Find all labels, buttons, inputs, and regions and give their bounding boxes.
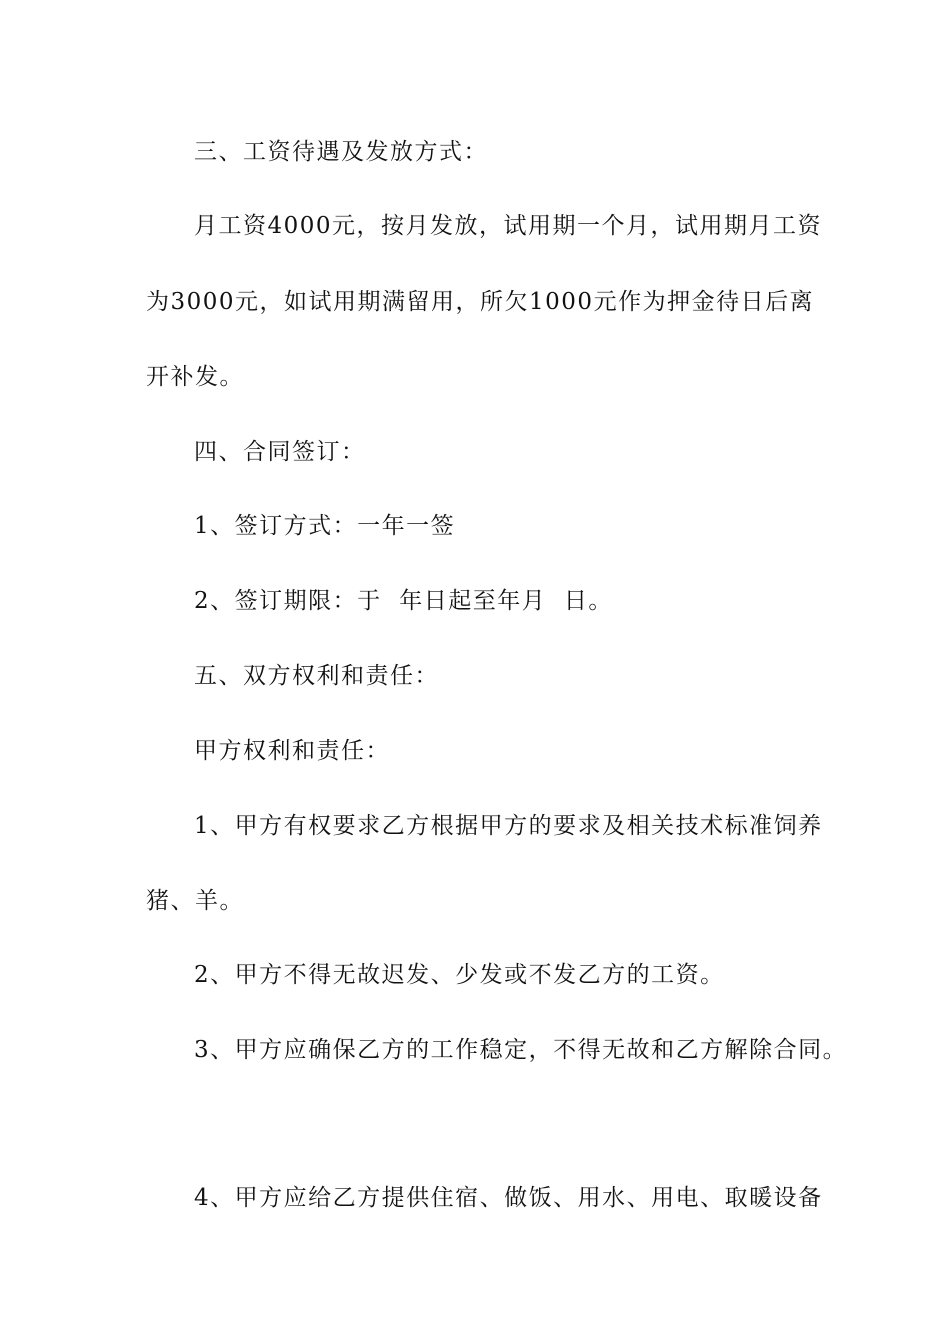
section-heading-rights-duties: 五、双方权利和责任：	[194, 663, 439, 689]
paragraph-line: 开补发。	[146, 364, 244, 390]
paragraph-line: 4、甲方应给乙方提供住宿、做饭、用水、用电、取暖设备	[194, 1185, 823, 1211]
paragraph-line: 猪、羊。	[146, 888, 244, 914]
section-heading-contract-signing: 四、合同签订：	[194, 439, 366, 465]
paragraph-line: 为3000元，如试用期满留用，所欠1000元作为押金待日后离	[146, 289, 815, 315]
paragraph-line: 2、甲方不得无故迟发、少发或不发乙方的工资。	[194, 962, 725, 988]
paragraph-line: 2、签订期限：于 年日起至年月 日。	[194, 588, 613, 614]
section-heading-wages: 三、工资待遇及发放方式：	[194, 139, 488, 165]
paragraph-line: 1、甲方有权要求乙方根据甲方的要求及相关技术标准饲养	[194, 813, 823, 839]
subheading-party-a: 甲方权利和责任：	[194, 738, 390, 764]
paragraph-line: 3、甲方应确保乙方的工作稳定，不得无故和乙方解除合同。	[194, 1037, 848, 1063]
paragraph-line: 月工资4000元，按月发放，试用期一个月，试用期月工资	[194, 213, 823, 239]
paragraph-line: 1、签订方式：一年一签	[194, 513, 456, 539]
